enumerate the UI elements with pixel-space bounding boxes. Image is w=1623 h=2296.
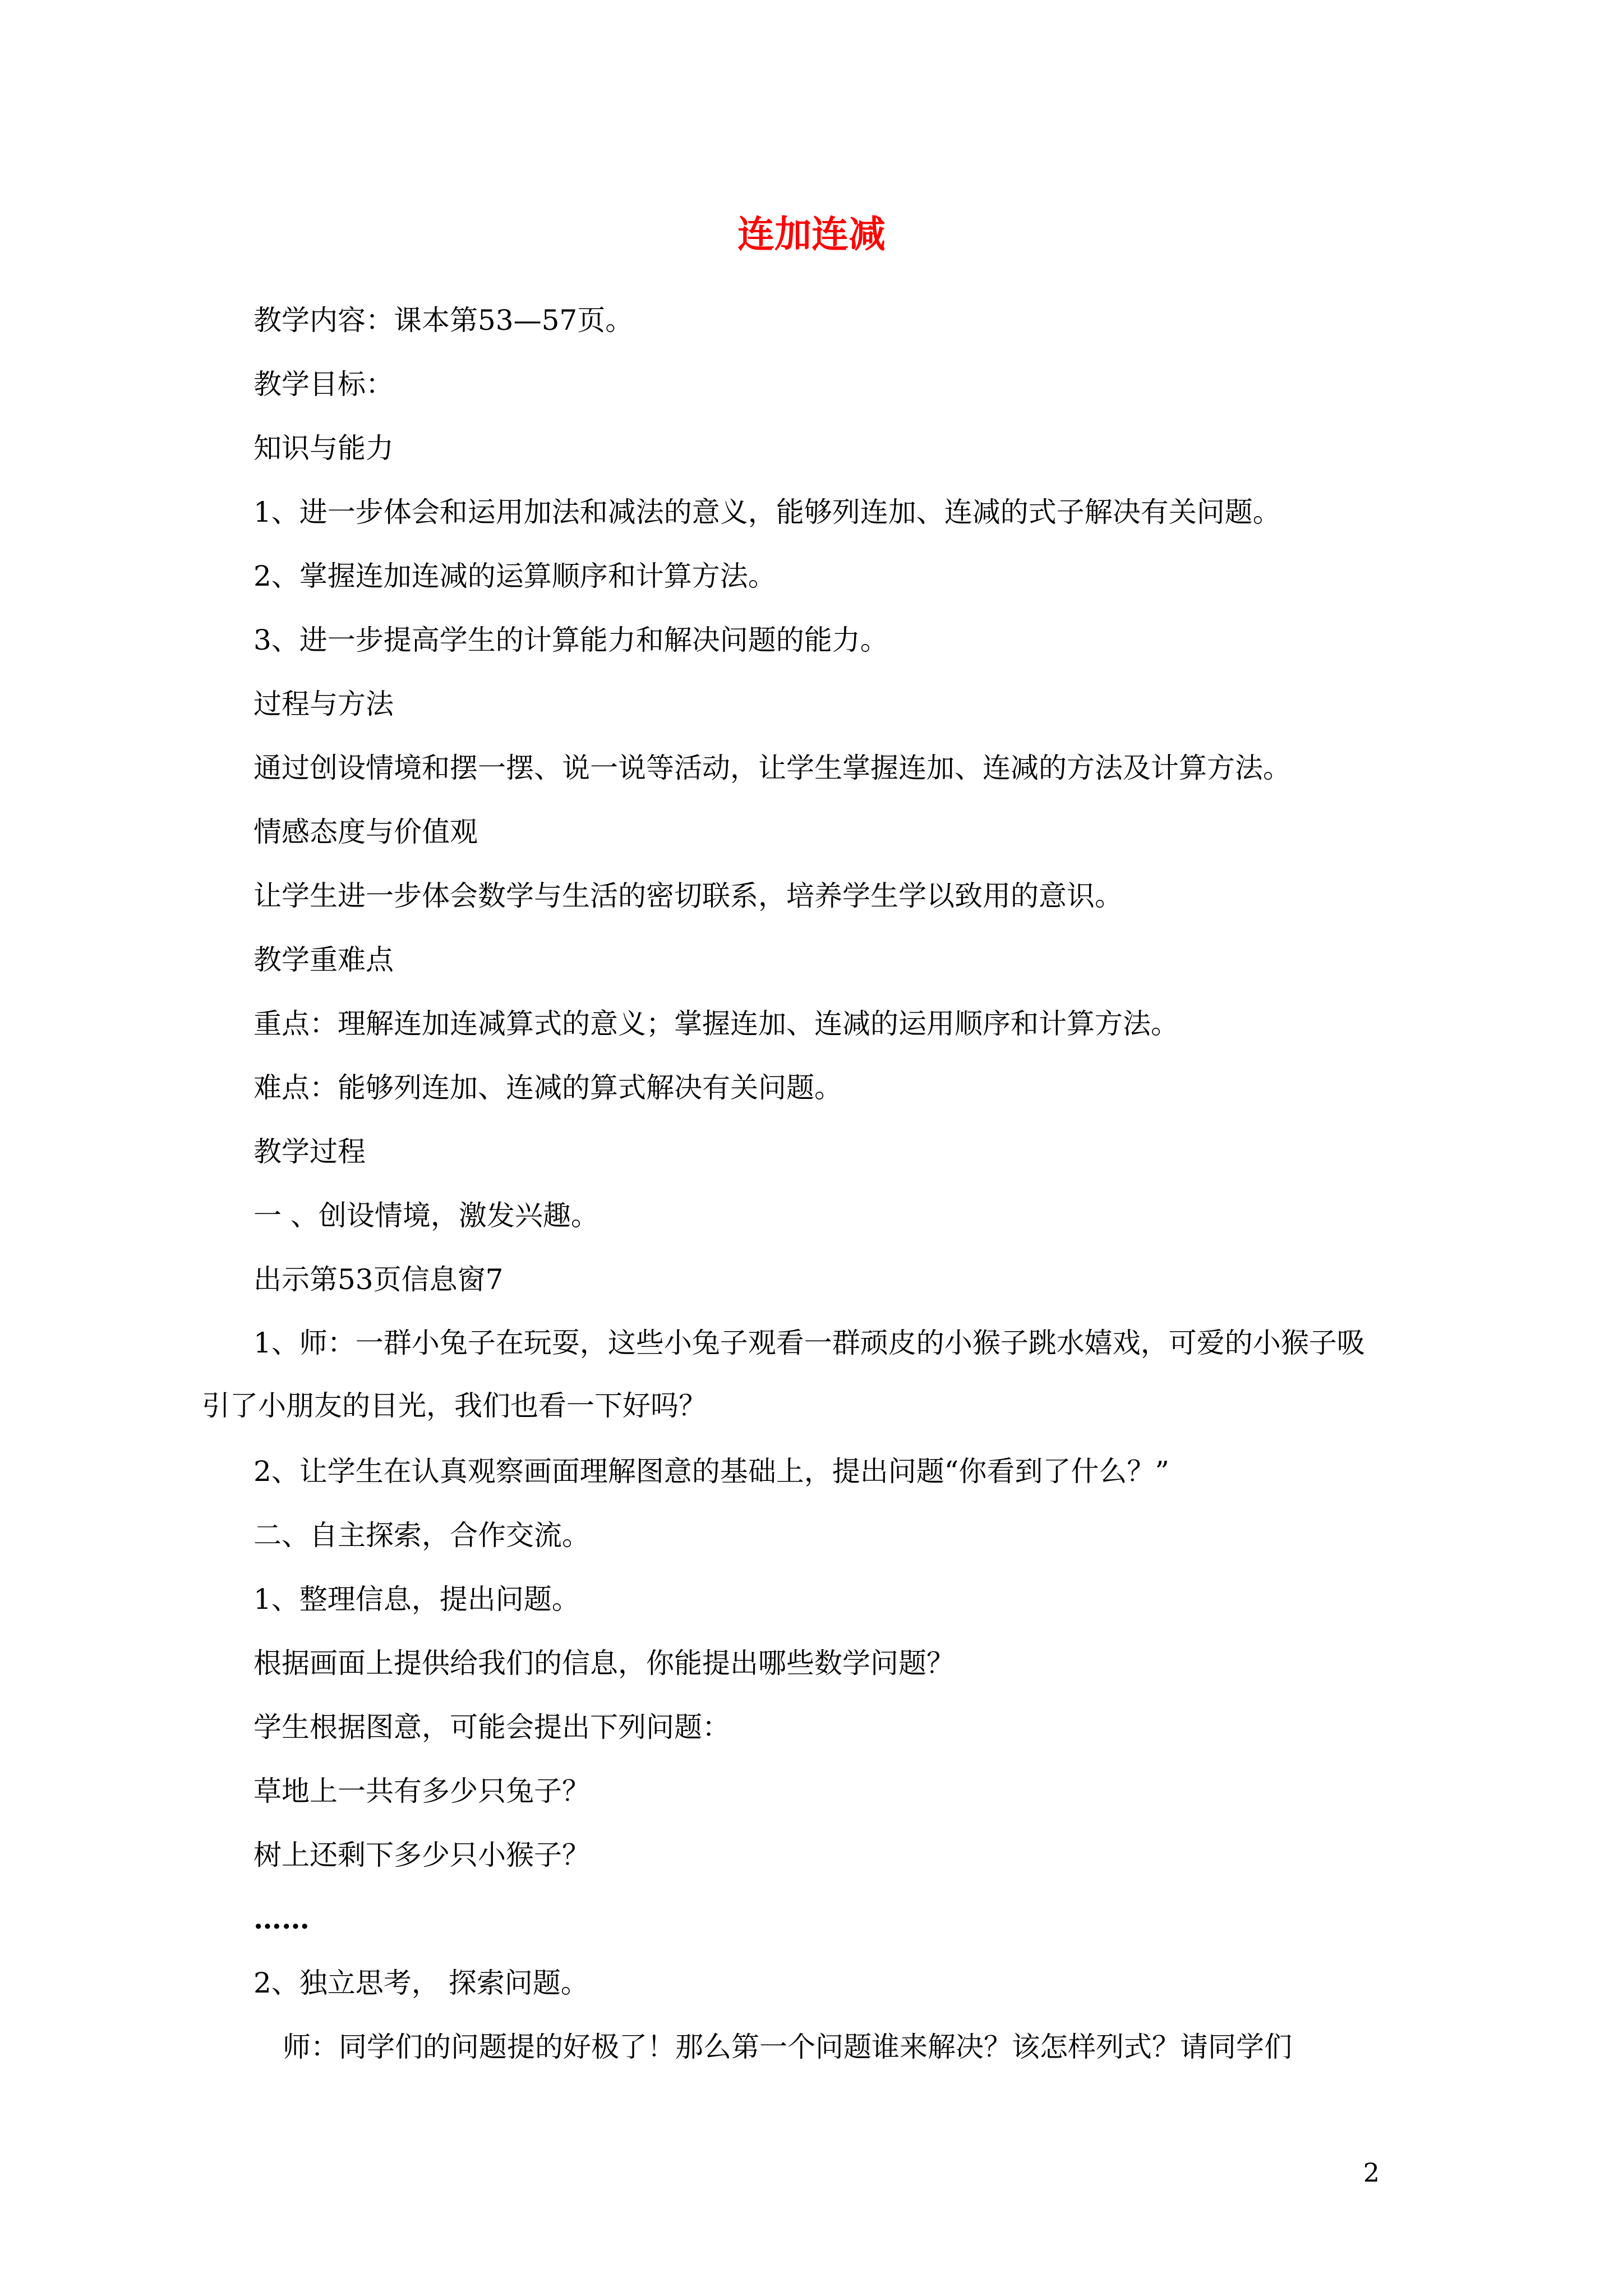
paragraph-teaching-content: 教学内容：课本第53—57页。 [253, 304, 634, 337]
paragraph-process: 通过创设情境和摆一摆、说一说等活动，让学生掌握连加、连减的方法及计算方法。 [253, 752, 1291, 784]
paragraph-teacher-praise: 师：同学们的问题提的好极了！那么第一个问题谁来解决？该怎样列式？请同学们 [283, 2031, 1292, 2063]
paragraph-step-2: 2、独立思考， 探索问题。 [253, 1967, 589, 1999]
page-number: 2 [1363, 2157, 1380, 2188]
paragraph-goal-2: 2、掌握连加连减的运算顺序和计算方法。 [253, 560, 776, 592]
paragraph-teacher-intro: 1、师：一群小兔子在玩耍，这些小兔子观看一群顽皮的小猴子跳水嬉戏，可爱的小猴子吸引了小朋友的目光，我们也看一下好吗？ [202, 1327, 1365, 1422]
paragraph-question-monkeys: 树上还剩下多少只小猴子？ [253, 1839, 590, 1871]
paragraph-teaching-goals: 教学目标： [253, 368, 394, 401]
paragraph-question-rabbits: 草地上一共有多少只兔子？ [253, 1775, 590, 1807]
paragraph-heading-teaching-process: 教学过程 [253, 1135, 366, 1168]
paragraph-attitude: 让学生进一步体会数学与生活的密切联系，培养学生学以致用的意识。 [253, 880, 1123, 912]
paragraph-section-2: 二、自主探索，合作交流。 [253, 1519, 590, 1552]
paragraph-step-1: 1、整理信息，提出问题。 [253, 1583, 580, 1616]
paragraph-heading-process: 过程与方法 [253, 688, 394, 720]
paragraph-difficult-point: 难点：能够列连加、连减的算式解决有关问题。 [253, 1071, 842, 1104]
paragraph-heading-attitude: 情感态度与价值观 [253, 816, 478, 848]
paragraph-section-1: 一 、创设情境，激发兴趣。 [253, 1199, 599, 1232]
paragraph-goal-3: 3、进一步提高学生的计算能力和解决问题的能力。 [253, 624, 888, 656]
paragraph-ellipsis: …… [253, 1902, 310, 1935]
document-title: 连加连减 [737, 212, 886, 256]
paragraph-observe: 2、让学生在认真观察画面理解图意的基础上，提出问题“你看到了什么？” [253, 1455, 1169, 1488]
paragraph-possible-questions: 学生根据图意，可能会提出下列问题： [253, 1711, 730, 1743]
paragraph-question-prompt: 根据画面上提供给我们的信息，你能提出哪些数学问题？ [253, 1647, 955, 1680]
paragraph-heading-knowledge: 知识与能力 [253, 432, 394, 464]
paragraph-goal-1: 1、进一步体会和运用加法和减法的意义，能够列连加、连减的式子解决有关问题。 [253, 496, 1281, 528]
paragraph-key-point: 重点：理解连加连减算式的意义；掌握连加、连减的运用顺序和计算方法。 [253, 1007, 1179, 1040]
paragraph-heading-key-points: 教学重难点 [253, 944, 394, 976]
paragraph-show-info-window: 出示第53页信息窗7 [253, 1263, 504, 1296]
